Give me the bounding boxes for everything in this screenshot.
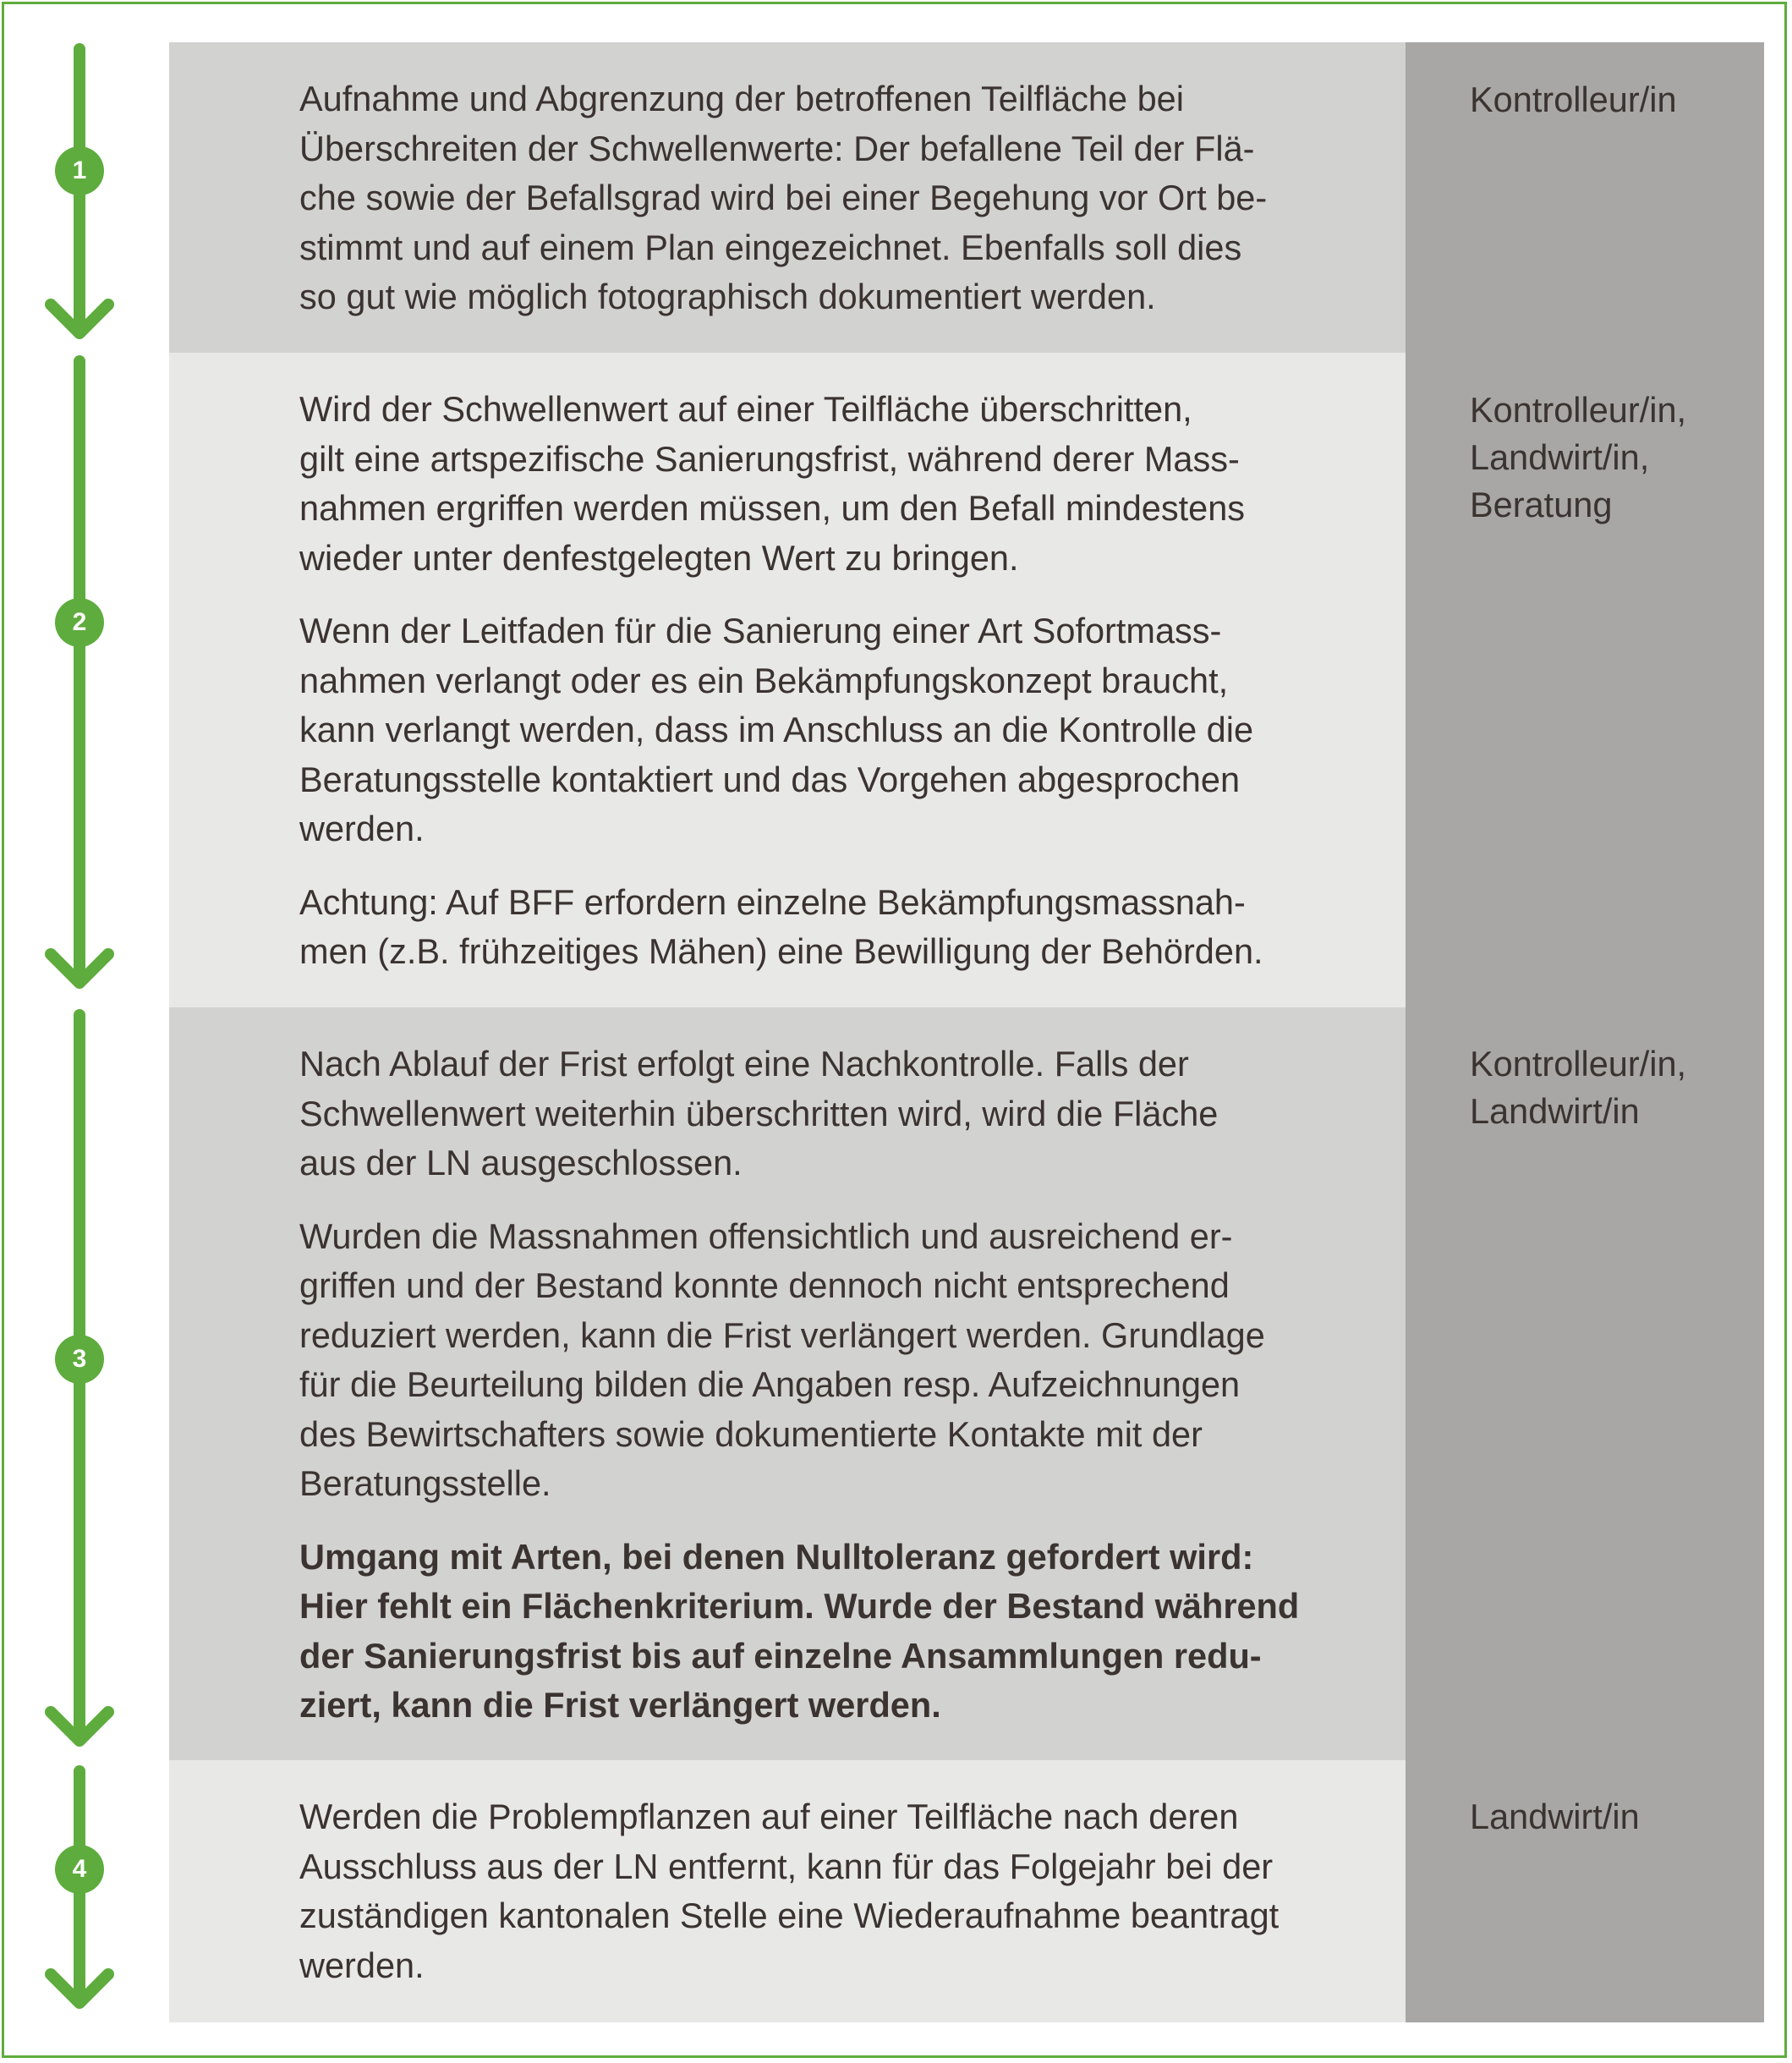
step-number-badge: 4 xyxy=(55,1845,104,1894)
step-1-role: Kontrolleur/in xyxy=(1470,80,1677,119)
step-description xyxy=(299,1792,1382,2014)
step-number-badge: 1 xyxy=(55,146,104,195)
step-number-badge: 2 xyxy=(55,598,104,647)
step-paragraph: Nach Ablauf der Frist erfolgt eine Nachkontrolle. Falls der Schwellenwert weiterhin überschritten wird, wird die Fläche aus der LN ausgeschlossen. xyxy=(299,1044,1219,1182)
step-paragraph: Wird der Schwellenwert auf einer Teilfläche überschritten, gilt eine artspezifische Sanierungsfrist, während derer Mass- nahmen ergriffen werden müssen, um den Befall mindestens wieder unter denfestgelegten Wert zu bringen. xyxy=(299,389,1246,578)
step-4-role: Landwirt/in xyxy=(1470,1797,1640,1836)
step-paragraph-bold: Umgang mit Arten, bei denen Nulltoleranz gefordert wird: Hier fehlt ein Flächenkriterium. Wurde der Bestand während der Sanierungsfrist bis auf einzelne Ansammlungen redu- ziert, kann die Frist verlängert werden. xyxy=(299,1536,1300,1725)
step-2-role: Kontrolleur/in, Landwirt/in, Beratung xyxy=(1470,390,1687,524)
step-paragraph: Achtung: Auf BFF erfordern einzelne Bekämpfungsmassnah- men (z.B. frühzeitiges Mähen) eine Bewilligung der Behörden. xyxy=(299,881,1263,971)
step-row-1 xyxy=(169,42,1406,353)
step-paragraph: Wurden die Massnahmen offensichtlich und ausreichend er- griffen und der Bestand konnte dennoch nicht entsprechend reduziert werden, kann die Frist verlängert werden. Grundlage für die Beurteilung bilden die Angaben resp. Aufzeichnungen des Bewirtschafters sowie dokumentierte Kontakte mit der Beratungsstelle. xyxy=(299,1215,1265,1503)
step-description xyxy=(299,74,1382,346)
step-row-3 xyxy=(169,1007,1406,1760)
role-column xyxy=(1406,42,1764,2022)
step-paragraph: Wenn der Leitfaden für die Sanierung einer Art Sofortmass- nahmen verlangt oder es ein Bekämpfungskonzept braucht, kann verlangt werden, dass im Anschluss an die Kontrolle die Beratungsstelle kontaktiert und das Vorgehen abgesprochen werden. xyxy=(299,611,1254,848)
step-description xyxy=(299,1040,1382,1754)
step-paragraph: Aufnahme und Abgrenzung der betroffenen Teilfläche bei Überschreiten der Schwellenwerte: Der befallene Teil der Flä- che sowie der Befallsgrad wird bei einer Begehung vor Ort be- stimmt und auf einem Plan eingezeichnet. Ebenfalls soll dies so gut wie möglich fotographisch dokumentiert werden. xyxy=(299,79,1268,316)
step-paragraph: Werden die Problempflanzen auf einer Teilfläche nach deren Ausschluss aus der LN entfernt, kann für das Folgejahr bei der zuständigen kantonalen Stelle eine Wiederaufnahme beantragt werden. xyxy=(299,1797,1280,1985)
step-number-badge: 3 xyxy=(55,1335,104,1384)
step-3-role: Kontrolleur/in, Landwirt/in xyxy=(1470,1044,1687,1131)
step-description xyxy=(299,385,1382,1001)
step-row-4 xyxy=(169,1760,1406,2022)
step-row-2 xyxy=(169,353,1406,1007)
